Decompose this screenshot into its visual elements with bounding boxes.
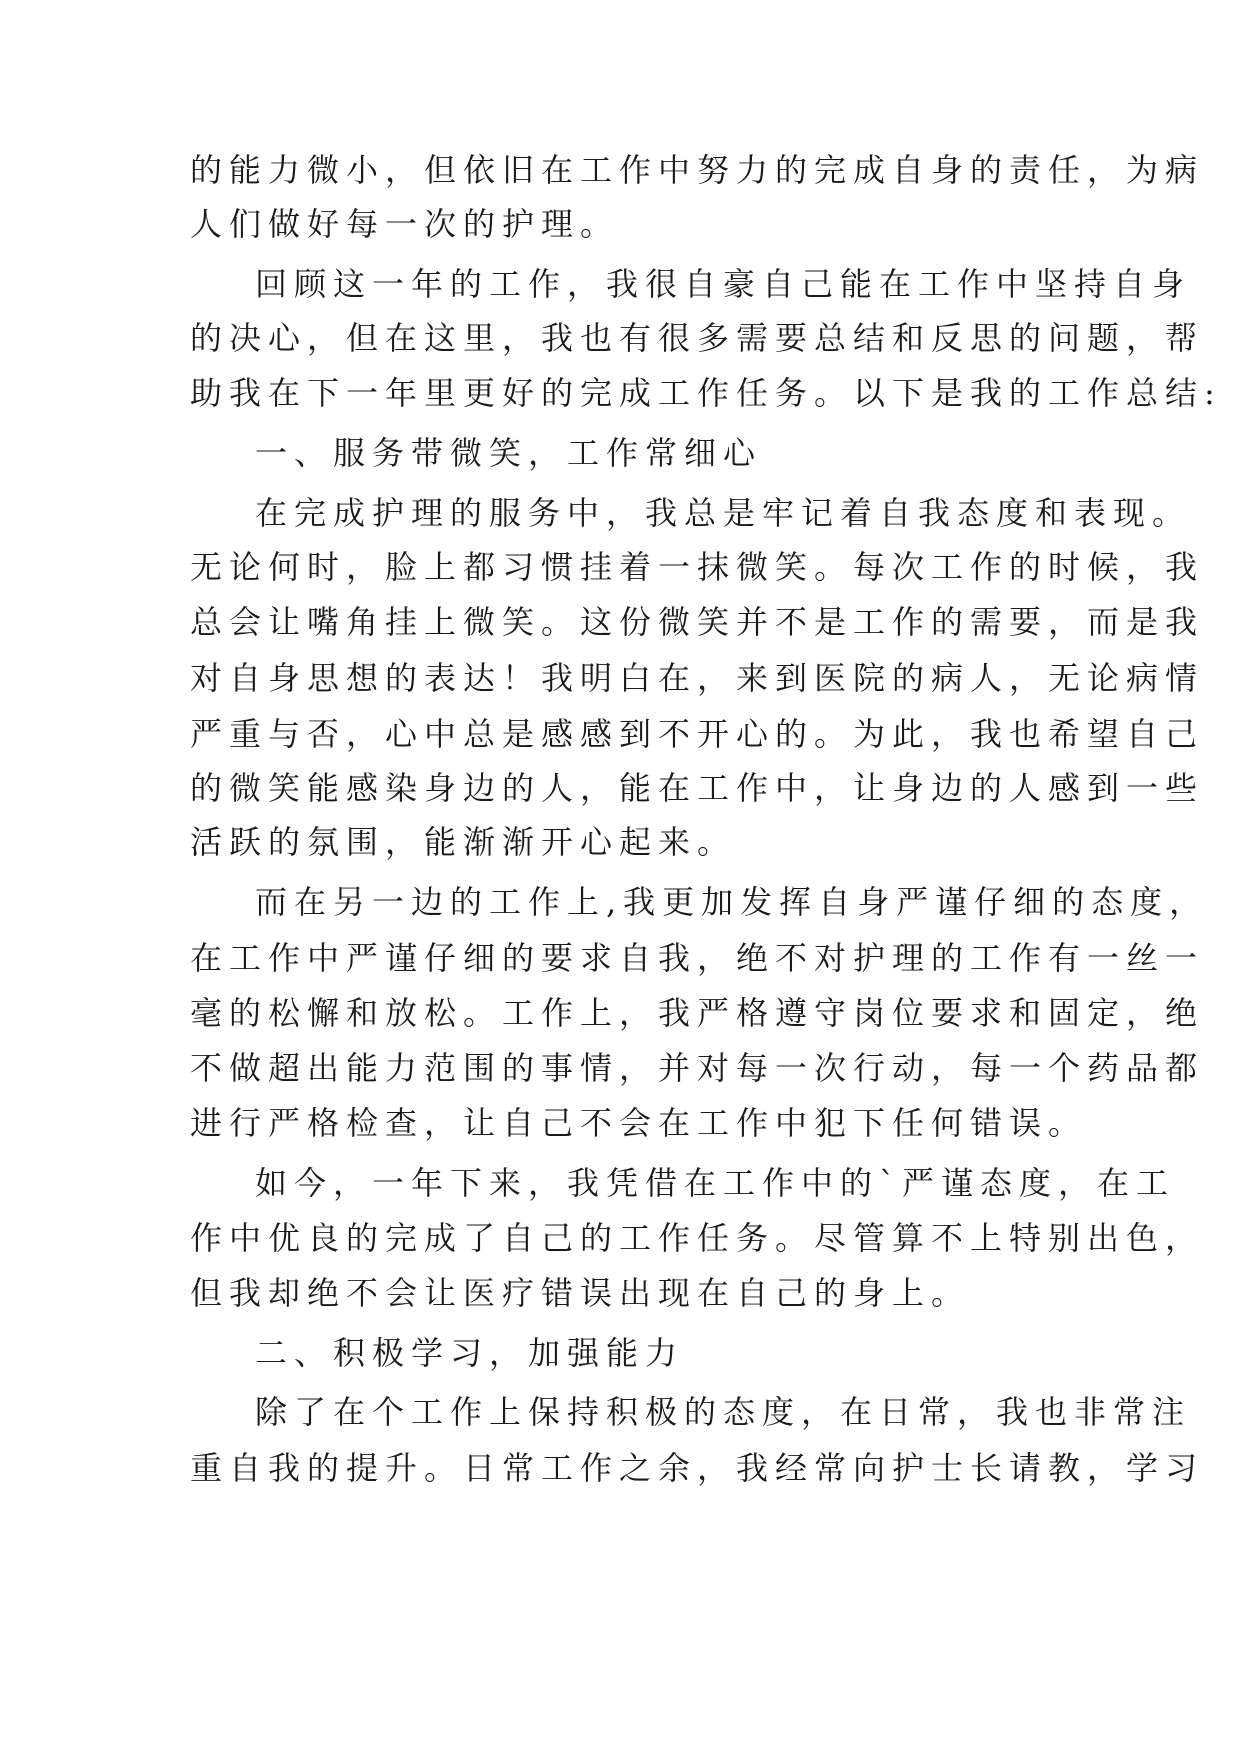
- paragraph-start-line: 回顾这一年的工作，我很自豪自己能在工作中坚持自身: [255, 265, 1192, 303]
- text-line: 助我在下一年里更好的完成工作任务。以下是我的工作总结:: [190, 374, 1222, 412]
- text-line: 不做超出能力范围的事情，并对每一次行动，每一个药品都: [190, 1049, 1205, 1087]
- text-line: 在工作中严谨仔细的要求自我，绝不对护理的工作有一丝一: [190, 939, 1205, 977]
- text-line: 作中优良的完成了自己的工作任务。尽管算不上特别出色，: [190, 1219, 1205, 1257]
- text-line: 的决心，但在这里，我也有很多需要总结和反思的问题，帮: [190, 319, 1205, 357]
- text-line: 重自我的提升。日常工作之余，我经常向护士长请教，学习: [190, 1449, 1205, 1487]
- text-line: 活跃的氛围，能渐渐开心起来。: [190, 823, 737, 861]
- text-line: 严重与否，心中总是感感到不开心的。为此，我也希望自己: [190, 715, 1205, 753]
- text-line: 对自身思想的表达！我明白在，来到医院的病人，无论病情: [190, 659, 1205, 697]
- section-heading-2: 二、积极学习，加强能力: [255, 1334, 685, 1372]
- text-line: 人们做好每一次的护理。: [190, 205, 620, 243]
- paragraph-start-line: 如今，一年下来，我凭借在工作中的`严谨态度，在工: [255, 1164, 1176, 1202]
- text-line: 进行严格检查，让自己不会在工作中犯下任何错误。: [190, 1104, 1088, 1142]
- text-line: 无论何时，脸上都习惯挂着一抹微笑。每次工作的时候，我: [190, 548, 1205, 586]
- text-line: 毫的松懈和放松。工作上，我严格遵守岗位要求和固定，绝: [190, 994, 1205, 1032]
- paragraph-start-line: 除了在个工作上保持积极的态度，在日常，我也非常注: [255, 1393, 1192, 1431]
- section-heading-1: 一、服务带微笑，工作常细心: [255, 434, 763, 472]
- text-line: 的微笑能感染身边的人，能在工作中，让身边的人感到一些: [190, 769, 1205, 807]
- text-line: 但我却绝不会让医疗错误出现在自己的身上。: [190, 1274, 971, 1312]
- text-line: 总会让嘴角挂上微笑。这份微笑并不是工作的需要，而是我: [190, 603, 1205, 641]
- text-line: 的能力微小，但依旧在工作中努力的完成自身的责任，为病: [190, 151, 1205, 189]
- paragraph-start-line: 在完成护理的服务中，我总是牢记着自我态度和表现。: [255, 494, 1192, 532]
- paragraph-start-line: 而在另一边的工作上,我更加发挥自身严谨仔细的态度，: [255, 883, 1209, 921]
